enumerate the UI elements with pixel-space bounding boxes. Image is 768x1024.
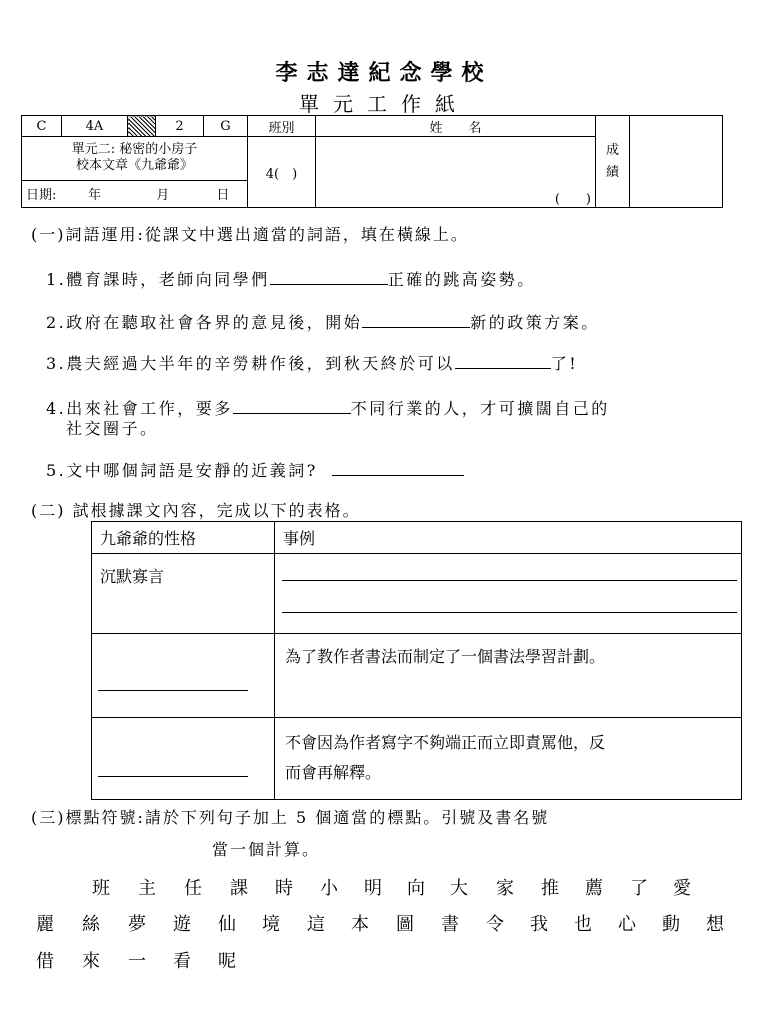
paren-mark: ( ) bbox=[554, 192, 591, 207]
passage-char[interactable]: 呢 bbox=[218, 951, 236, 972]
passage-char[interactable]: 仙 bbox=[218, 914, 236, 935]
passage-char[interactable]: 借 bbox=[36, 951, 54, 972]
passage-char[interactable]: 來 bbox=[82, 951, 100, 972]
example-row-3 bbox=[275, 718, 742, 800]
passage-char[interactable]: 絲 bbox=[82, 914, 100, 935]
example-row-1-blank[interactable] bbox=[275, 554, 742, 634]
name-label: 姓 名 bbox=[316, 116, 596, 137]
class-label: 班別 bbox=[248, 116, 316, 137]
example-row-3-line-1: 不會因為作者寫字不夠端正而立即責罵他，反 bbox=[285, 733, 606, 752]
section2-title: (二) 試根據課文內容，完成以下的表格。 bbox=[31, 501, 361, 520]
section3-title-line-2: 當一個計算。 bbox=[212, 840, 321, 859]
passage-char[interactable]: 時 bbox=[275, 878, 293, 899]
question-2 bbox=[46, 310, 600, 333]
trait-row-1: 沉默寡言 bbox=[92, 554, 275, 634]
passage-char[interactable]: 推 bbox=[541, 878, 559, 899]
trait-row-2-blank[interactable] bbox=[92, 634, 275, 718]
trait-row-3-blank[interactable] bbox=[92, 718, 275, 800]
passage-char[interactable]: 家 bbox=[496, 878, 514, 899]
month-label: 月 bbox=[156, 188, 170, 204]
passage-char[interactable]: 我 bbox=[530, 914, 548, 935]
passage-char[interactable]: 明 bbox=[364, 878, 382, 899]
passage-char[interactable]: 了 bbox=[630, 878, 648, 899]
unit-line-1: 單元二: 秘密的小房子 bbox=[71, 142, 198, 158]
section1-title: (一)詞語運用:從課文中選出適當的詞語，填在橫線上。 bbox=[31, 225, 469, 244]
q4-text-b: 不同行業的人，才可擴闊自己的 bbox=[350, 399, 610, 418]
question-1 bbox=[46, 267, 536, 290]
passage-char[interactable]: 愛 bbox=[673, 878, 691, 899]
question-3 bbox=[46, 351, 578, 374]
q1-blank[interactable] bbox=[270, 268, 388, 285]
q1-text-a: 1.體育課時，老師向同學們 bbox=[46, 270, 270, 289]
school-name: 李志達紀念學校 bbox=[275, 60, 493, 86]
passage-char[interactable]: 薦 bbox=[585, 878, 603, 899]
answer-line[interactable] bbox=[282, 612, 737, 613]
passage-char[interactable]: 課 bbox=[230, 878, 248, 899]
name-field[interactable] bbox=[316, 137, 596, 208]
passage-char[interactable]: 書 bbox=[441, 914, 459, 935]
q2-blank[interactable] bbox=[362, 311, 470, 328]
year-label: 年 bbox=[88, 188, 102, 204]
date-field[interactable] bbox=[22, 180, 248, 207]
q3-blank[interactable] bbox=[455, 352, 551, 369]
passage-char[interactable]: 本 bbox=[351, 914, 369, 935]
character-table bbox=[91, 521, 742, 800]
q2-text-a: 2.政府在聽取社會各界的意見後，開始 bbox=[46, 313, 363, 332]
passage-char[interactable]: 動 bbox=[662, 914, 680, 935]
grade-cell: G bbox=[204, 116, 248, 137]
section3-title-line-1: (三)標點符號:請於下列句子加上 5 個適當的標點。引號及書名號 bbox=[31, 808, 550, 827]
passage-char[interactable]: 遊 bbox=[173, 914, 191, 935]
class-value[interactable]: 4( ) bbox=[248, 137, 316, 208]
passage-char[interactable]: 也 bbox=[574, 914, 592, 935]
passage-char[interactable]: 任 bbox=[184, 878, 202, 899]
column-header-example: 事例 bbox=[275, 522, 742, 554]
passage-char[interactable]: 夢 bbox=[128, 914, 146, 935]
answer-line[interactable] bbox=[282, 580, 737, 581]
passage-char[interactable]: 令 bbox=[486, 914, 504, 935]
passage-char[interactable]: 這 bbox=[307, 914, 325, 935]
level-cell: C bbox=[22, 116, 62, 137]
passage-char[interactable]: 向 bbox=[407, 878, 425, 899]
q2-text-b: 新的政策方案。 bbox=[470, 313, 600, 332]
number-cell: 2 bbox=[156, 116, 204, 137]
q5-blank[interactable] bbox=[332, 459, 464, 476]
passage-char[interactable]: 境 bbox=[262, 914, 280, 935]
q3-text-a: 3.農夫經過大半年的辛勞耕作後，到秋天終於可以 bbox=[46, 354, 455, 373]
q4-text-a: 4.出來社會工作，要多 bbox=[46, 399, 233, 418]
question-5 bbox=[46, 458, 464, 481]
q4-text-c: 社交圈子。 bbox=[66, 419, 159, 438]
passage-char[interactable]: 大 bbox=[450, 878, 468, 899]
passage-char[interactable]: 圖 bbox=[396, 914, 414, 935]
passage-char[interactable]: 看 bbox=[173, 951, 191, 972]
example-row-3-line-2: 而會再解釋。 bbox=[285, 763, 382, 782]
q4-blank[interactable] bbox=[233, 397, 351, 414]
score-label: 成 績 bbox=[596, 116, 630, 208]
q3-text-b: 了! bbox=[550, 354, 579, 373]
passage-char[interactable]: 心 bbox=[618, 914, 636, 935]
answer-line[interactable] bbox=[98, 776, 248, 777]
passage-char[interactable]: 班 bbox=[92, 878, 110, 899]
student-info-table bbox=[21, 115, 723, 208]
q5-text: 5.文中哪個詞語是安靜的近義詞? bbox=[46, 461, 318, 480]
q1-text-b: 正確的跳高姿勢。 bbox=[387, 270, 536, 289]
class-code-cell: 4A bbox=[62, 116, 128, 137]
passage-char[interactable]: 小 bbox=[320, 878, 338, 899]
passage-char[interactable]: 麗 bbox=[36, 914, 54, 935]
passage-char[interactable]: 想 bbox=[706, 914, 724, 935]
date-label: 日期: bbox=[26, 188, 57, 204]
passage-char[interactable]: 一 bbox=[128, 951, 146, 972]
unit-line-2: 校本文章《九爺爺》 bbox=[75, 158, 193, 174]
example-row-2: 為了教作者書法而制定了一個書法學習計劃。 bbox=[275, 634, 742, 718]
hatched-cell bbox=[128, 116, 156, 137]
score-box[interactable] bbox=[630, 116, 723, 208]
answer-line[interactable] bbox=[98, 690, 248, 691]
passage-char[interactable]: 主 bbox=[138, 878, 156, 899]
unit-info bbox=[22, 137, 248, 180]
day-label: 日 bbox=[216, 188, 230, 204]
column-header-trait: 九爺爺的性格 bbox=[92, 522, 275, 554]
worksheet-title: 單元工作紙 bbox=[299, 92, 469, 116]
